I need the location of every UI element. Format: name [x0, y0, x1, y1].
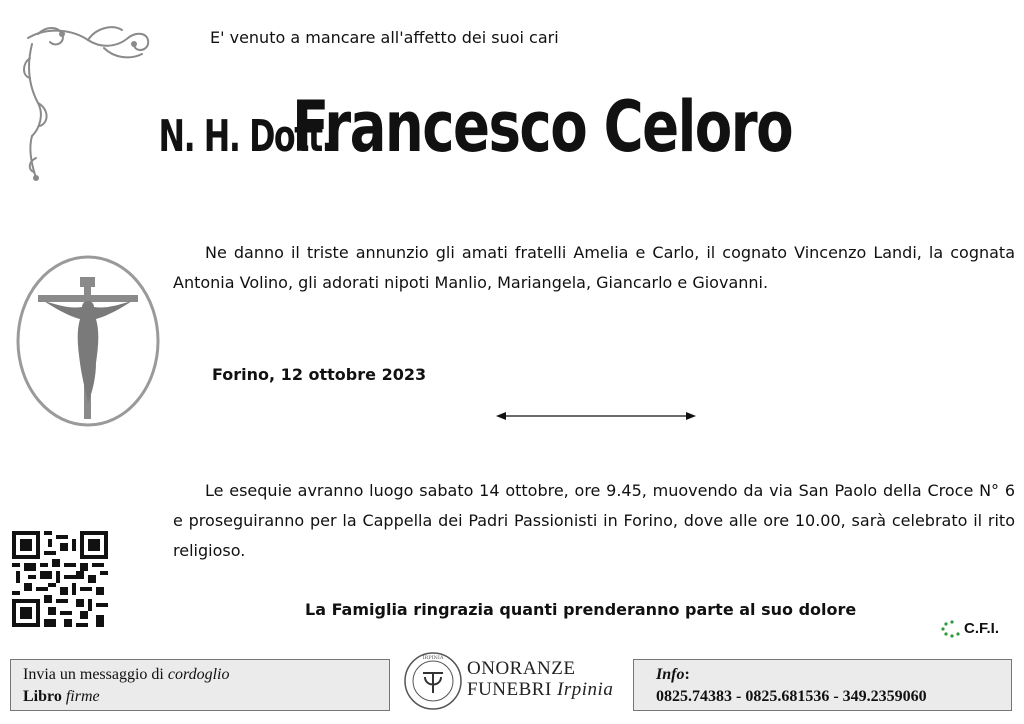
deceased-name	[0, 86, 1024, 168]
info-label: Info:	[656, 666, 690, 683]
condolence-box[interactable]	[10, 659, 390, 711]
qr-code-icon[interactable]	[12, 531, 108, 627]
double-arrow-icon	[494, 409, 698, 423]
phone-numbers[interactable]: 0825.74383 - 0825.681536 - 349.2359060	[656, 688, 927, 705]
name-main: Francesco Celoro	[292, 86, 793, 168]
cfi-logo	[940, 620, 999, 638]
cfi-logo-icon	[940, 620, 964, 638]
cfi-label: C.F.I.	[964, 620, 1000, 637]
intro-text: E' venuto a mancare all'affetto dei suoi cari	[210, 28, 559, 47]
funeral-paragraph: Le esequie avranno luogo sabato 14 ottobre, ore 9.45, muovendo da via San Paolo della Croce N° 6 e proseguiranno per la Cappella dei Padri Passionisti in Forino, dove alle ore 10.00, sarà celebrato il rito religioso.	[173, 481, 1015, 560]
crucifix-icon	[14, 253, 162, 429]
guest-book-link[interactable]: Libro firme	[23, 688, 100, 705]
info-box	[633, 659, 1012, 711]
name-prefix: N. H. Dott.	[158, 111, 333, 162]
place-date: Forino, 12 ottobre 2023	[212, 365, 427, 384]
family-thanks: La Famiglia ringrazia quanti prenderanno parte al suo dolore	[305, 600, 857, 619]
logo-ring-text: IRPINIA	[422, 655, 444, 661]
brand-name: ONORANZE FUNEBRI Irpinia	[467, 658, 614, 700]
announcement-paragraph: Ne danno il triste annunzio gli amati fratelli Amelia e Carlo, il cognato Vincenzo Landi, la cognata Antonia Volino, gli adorati nipoti Manlio, Mariangela, Giancarlo e Giovanni.	[173, 243, 1015, 292]
brand-logo-icon	[403, 651, 463, 711]
send-condolence-link[interactable]: Invia un messaggio di cordoglio	[23, 666, 230, 683]
